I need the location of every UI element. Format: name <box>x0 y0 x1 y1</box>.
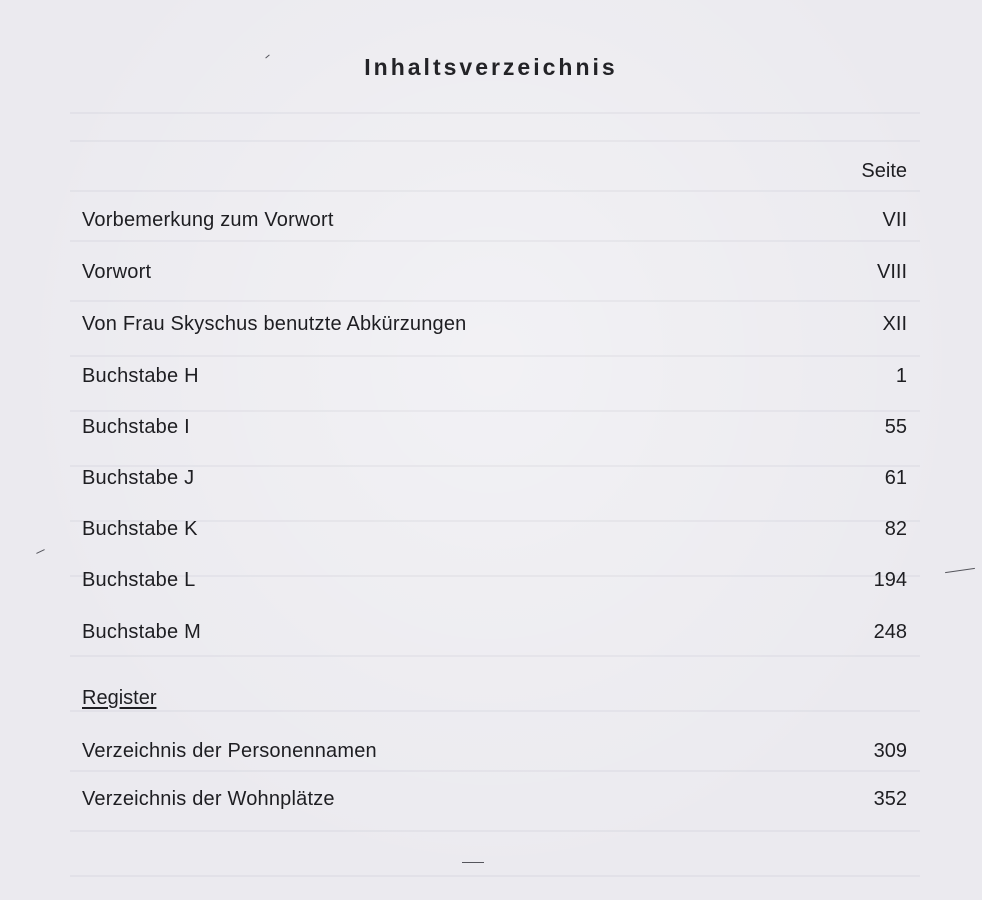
toc-entry <box>82 261 907 284</box>
bleed-through-line <box>70 830 920 832</box>
toc-entry-page: 1 <box>895 365 907 387</box>
toc-entry-label: Vorbemerkung zum Vorwort <box>82 209 334 231</box>
register-entry-label: Verzeichnis der Wohnplätze <box>82 788 335 810</box>
toc-entry-page: 55 <box>884 416 907 438</box>
toc-entry-page: 248 <box>873 621 907 643</box>
register-heading: Register <box>82 687 157 709</box>
toc-entry-page: 61 <box>884 467 907 489</box>
toc-entry <box>82 621 907 644</box>
register-entry-page: 309 <box>873 740 907 762</box>
toc-entry-page: 82 <box>884 518 907 540</box>
toc-entry-label: Buchstabe H <box>82 365 199 387</box>
register-entry <box>82 740 907 763</box>
scan-speck <box>36 549 45 554</box>
toc-entry-page: XII <box>882 313 907 335</box>
bleed-through-line <box>70 655 920 657</box>
toc-entry <box>82 365 907 388</box>
page-title: Inhaltsverzeichnis <box>364 54 618 80</box>
toc-entry <box>82 416 907 439</box>
toc-entry-label: Buchstabe I <box>82 416 190 438</box>
toc-entry <box>82 569 907 592</box>
toc-entry-page: VIII <box>876 261 907 283</box>
register-entry <box>82 788 907 811</box>
bleed-through-line <box>70 710 920 712</box>
bleed-through-line <box>70 140 920 142</box>
toc-entry-label: Buchstabe M <box>82 621 201 643</box>
bleed-through-line <box>70 770 920 772</box>
register-entry-page: 352 <box>873 788 907 810</box>
toc-entry <box>82 209 907 232</box>
bleed-through-line <box>70 355 920 357</box>
toc-entry-label: Buchstabe J <box>82 467 195 489</box>
bleed-through-line <box>70 112 920 114</box>
bleed-through-line <box>70 410 920 412</box>
toc-entry <box>82 313 907 336</box>
toc-entry-page: 194 <box>873 569 907 591</box>
toc-entry-label: Buchstabe K <box>82 518 198 540</box>
register-entry-label: Verzeichnis der Personennamen <box>82 740 377 762</box>
bleed-through-line <box>70 190 920 192</box>
toc-entry-page: VII <box>882 209 907 231</box>
bleed-through-line <box>70 300 920 302</box>
scan-speck <box>945 568 975 573</box>
scan-speck <box>462 862 484 863</box>
page-column-header: Seite <box>861 160 907 182</box>
toc-entry-label: Vorwort <box>82 261 152 283</box>
toc-entry-label: Buchstabe L <box>82 569 196 591</box>
toc-entry <box>82 467 907 490</box>
toc-entry <box>82 518 907 541</box>
bleed-through-line <box>70 240 920 242</box>
toc-entry-label: Von Frau Skyschus benutzte Abkürzungen <box>82 313 467 335</box>
bleed-through-line <box>70 875 920 877</box>
